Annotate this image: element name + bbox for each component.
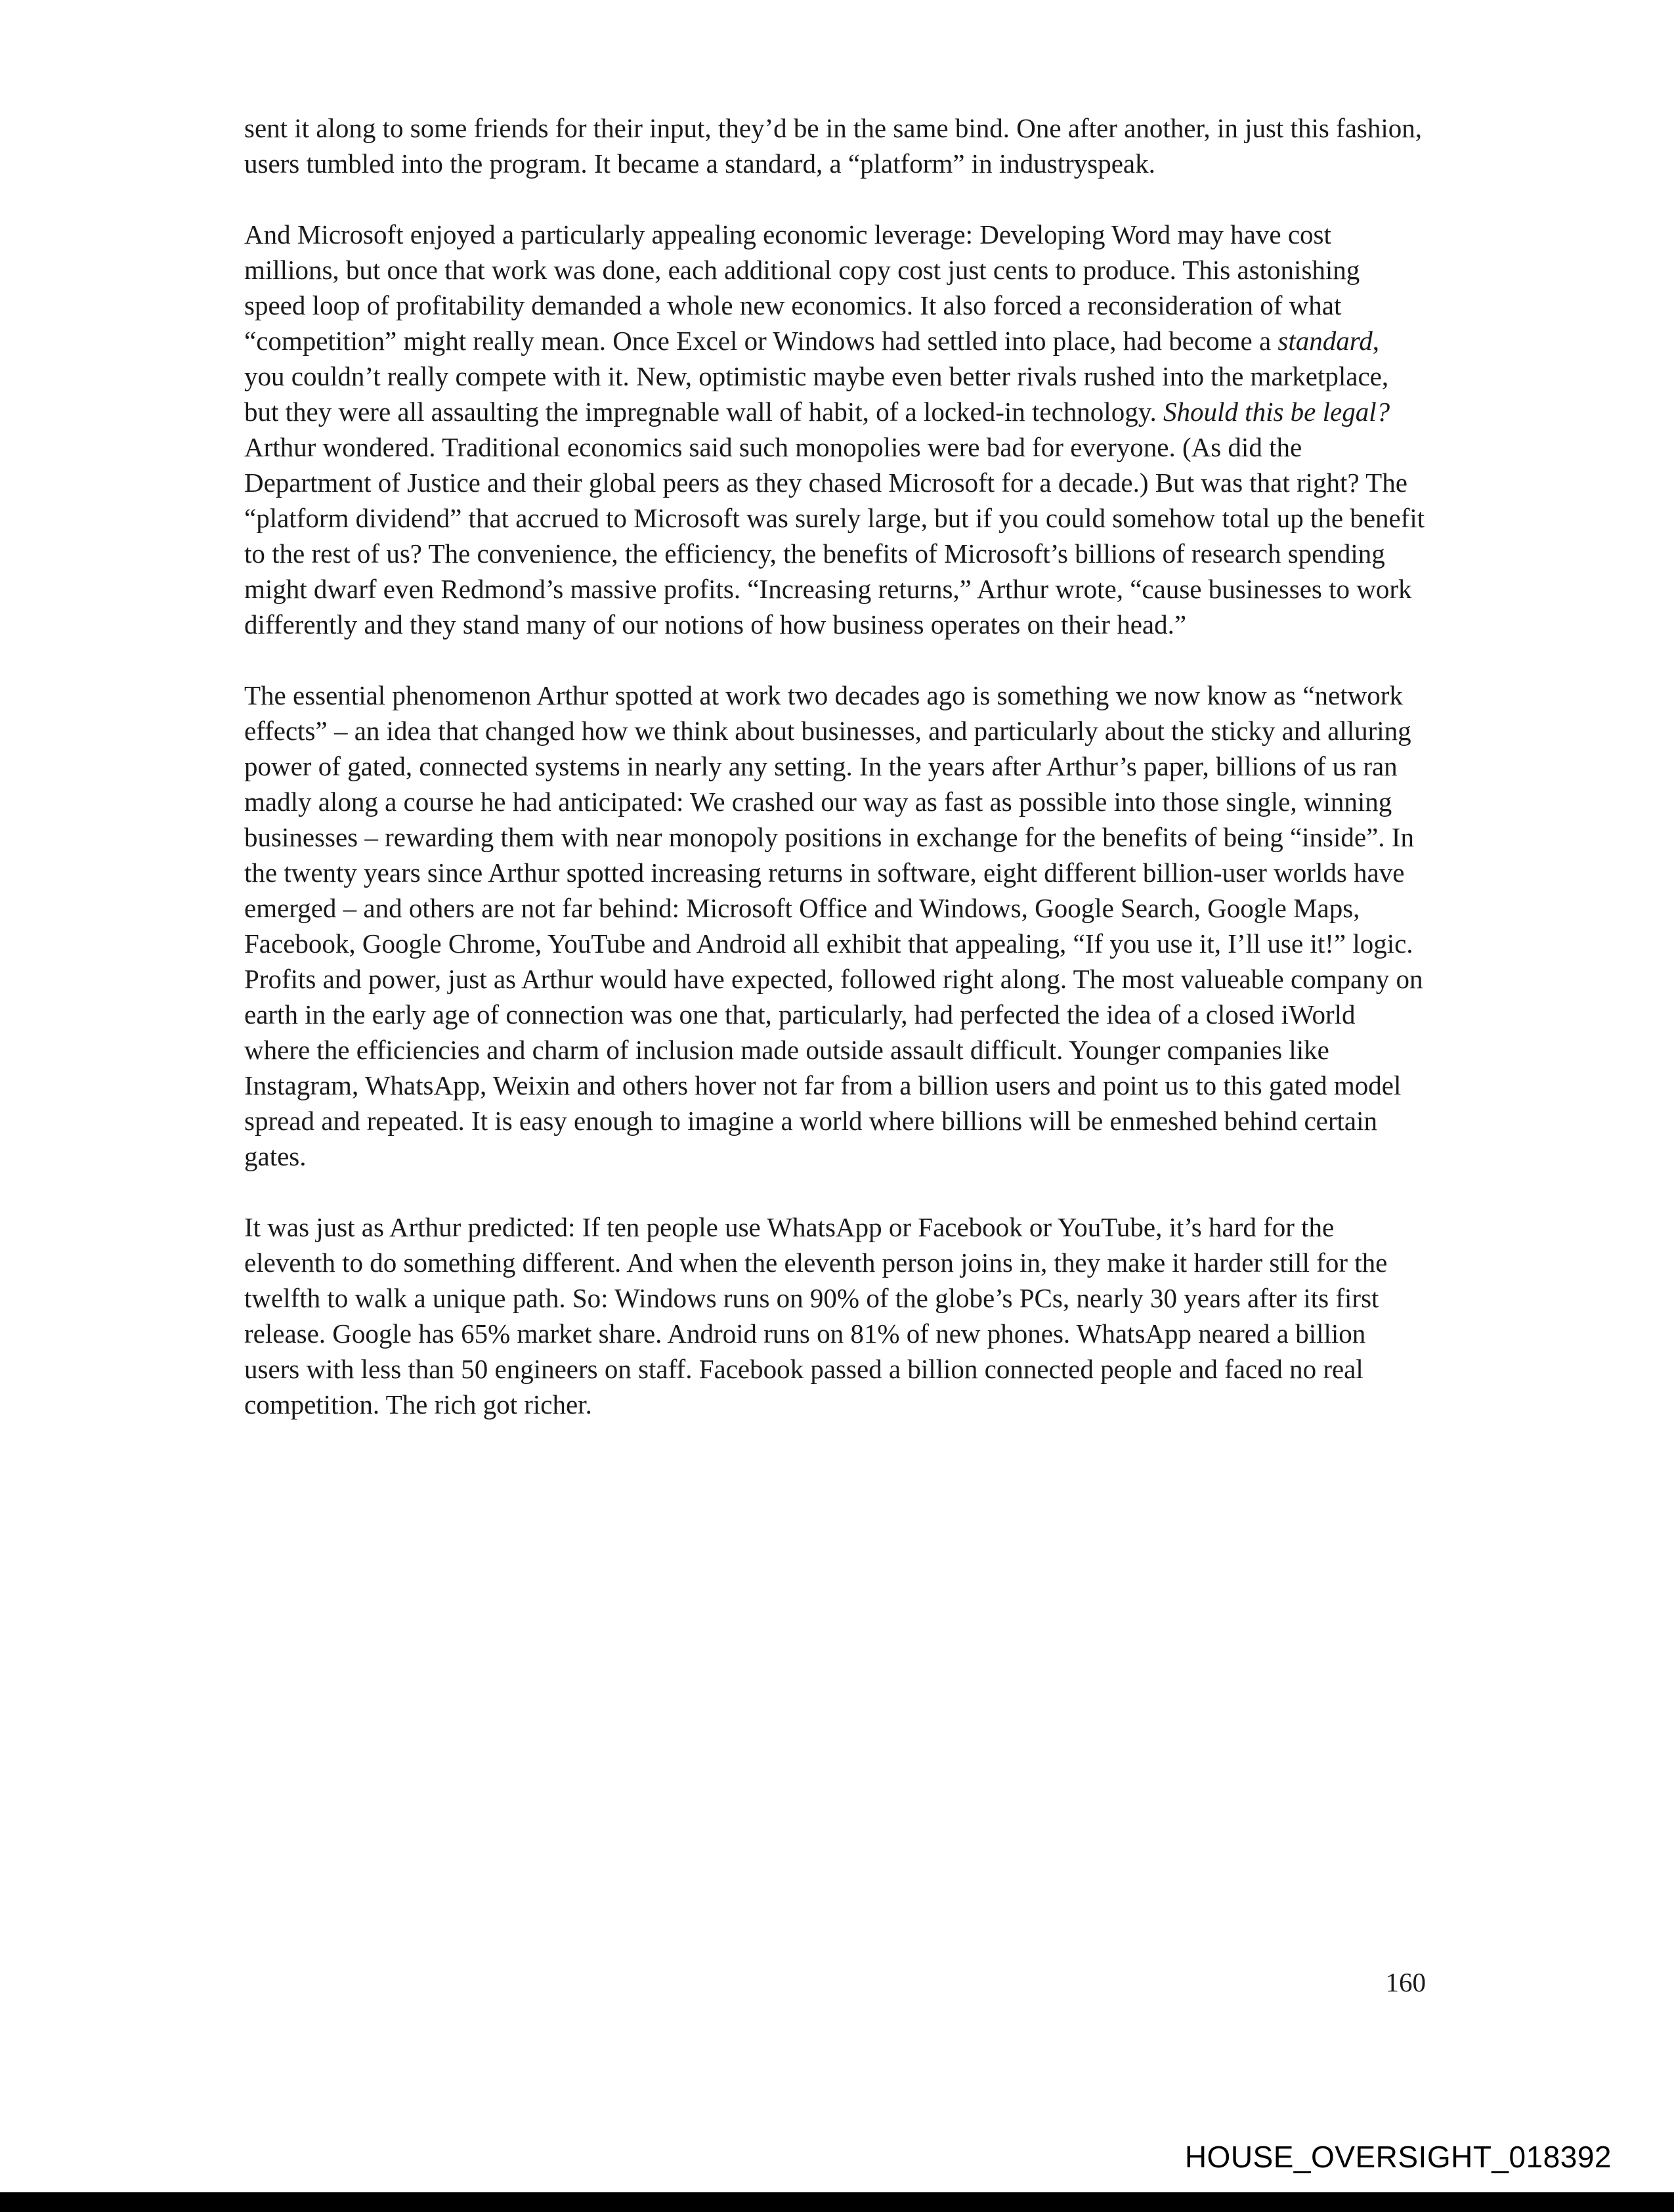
paragraph-segment: , you couldn’t really compete with it. New, optimistic maybe even better rivals rushed into the marketplace, but they were all assaulting the impregnable wall of habit, of a locked-in technology. <box>244 326 1389 427</box>
paragraph-italic-segment: Should this be legal? <box>1163 397 1390 427</box>
paragraph-segment: sent it along to some friends for their input, they’d be in the same bind. One after another, in just this fashion, users tumbled into the program. It became a standard, a “platform” in industryspeak. <box>244 113 1422 179</box>
paragraph-italic-segment: standard <box>1277 326 1373 356</box>
paragraph <box>244 217 1426 642</box>
paragraph <box>244 110 1426 181</box>
paragraph-segment: Arthur wondered. Traditional economics said such monopolies were bad for everyone. (As did the Department of Justice and their global peers as they chased Microsoft for a decade.) But was that right? The “platform dividend” that accrued to Microsoft was surely large, but if you could somehow total up the benefit to the rest of us? The convenience, the efficiency, the benefits of Microsoft’s billions of research spending might dwarf even Redmond’s massive profits. “Increasing returns,” Arthur wrote, “cause businesses to work differently and they stand many of our notions of how business operates on their head.” <box>244 432 1425 640</box>
paragraph-segment: It was just as Arthur predicted: If ten people use WhatsApp or Facebook or YouTube, it’s hard for the eleventh to do something different. And when the eleventh person joins in, they make it harder still for the twelfth to walk a unique path. So: Windows runs on 90% of the globe’s PCs, nearly 30 years after its first release. Google has 65% market share. Android runs on 81% of new phones. WhatsApp neared a billion users with less than 50 engineers on staff. Facebook passed a billion connected people and faced no real competition. The rich got richer. <box>244 1212 1388 1420</box>
bates-stamp: HOUSE_OVERSIGHT_018392 <box>1184 2140 1612 2174</box>
bottom-black-bar <box>0 2192 1674 2212</box>
body-text <box>244 110 1426 1422</box>
paragraph-segment: The essential phenomenon Arthur spotted at work two decades ago is something we now know as “network effects” – an idea that changed how we think about businesses, and particularly about the sticky and alluring power of gated, connected systems in nearly any setting. In the years after Arthur’s paper, billions of us ran madly along a course he had anticipated: We crashed our way as fast as possible into those single, winning businesses – rewarding them with near monopoly positions in exchange for the benefits of being “inside”. In the twenty years since Arthur spotted increasing returns in software, eight different billion-user worlds have emerged – and others are not far behind: Microsoft Office and Windows, Google Search, Google Maps, Facebook, Google Chrome, YouTube and Android all exhibit that appealing, “If you use it, I’ll use it!” logic. Profits and power, just as Arthur would have expected, followed right along. The most valueable company on earth in the early age of connection was one that, particularly, had perfected the idea of a closed iWorld where the efficiencies and charm of inclusion made outside assault difficult. Younger companies like Instagram, WhatsApp, Weixin and others hover not far from a billion users and point us to this gated model spread and repeated. It is easy enough to imagine a world where billions will be enmeshed behind certain gates. <box>244 680 1423 1171</box>
paragraph-segment: And Microsoft enjoyed a particularly appealing economic leverage: Developing Word may have cost millions, but once that work was done, each additional copy cost just cents to produce. This astonishing speed loop of profitability demanded a whole new economics. It also forced a reconsideration of what “competition” might really mean. Once Excel or Windows had settled into place, had become a <box>244 219 1360 356</box>
paragraph <box>244 1209 1426 1422</box>
paragraph <box>244 678 1426 1174</box>
page-number: 160 <box>1385 1967 1426 1997</box>
